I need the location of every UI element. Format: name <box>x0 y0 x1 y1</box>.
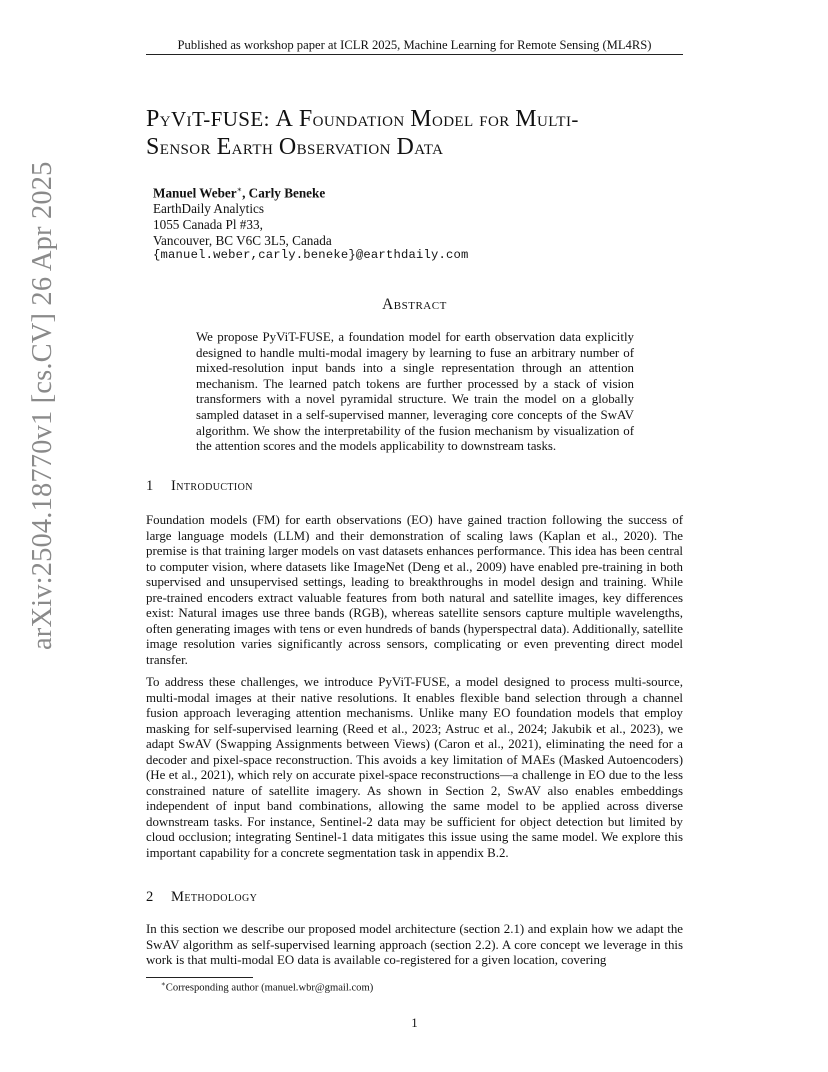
title-line-1: PyViT-FUSE: A Foundation Model for Multi- <box>146 106 579 132</box>
section-heading-introduction <box>146 478 683 495</box>
header-rule <box>146 54 683 55</box>
abstract-heading: Abstract <box>382 296 447 313</box>
author-email: {manuel.weber,carly.beneke}@earthdaily.com <box>153 248 469 263</box>
methodology-paragraph-1: In this section we describe our proposed model architecture (section 2.1) and explain how we adapt the SwAV algorithm as self-supervised learning approach (section 2.2). A core concept we leverage in this work is that multi-modal EO data is available co-registered for a given location, covering <box>146 922 683 967</box>
introduction-paragraph-1: Foundation models (FM) for earth observations (EO) have gained traction following the success of large language models (LLM) and their demonstration of scaling laws (Kaplan et al., 2020). The premise is that training larger models on vast datasets enhances performance. This idea has been central to computer vision, where datasets like ImageNet (Deng et al., 2009) have enabled pre-training in both supervised and unsupervised settings, leading to breakthroughs in model design and training. While pre-trained encoders extract valuable features from both natural and satellite images, key differences exist: Natural images use three bands (RGB), whereas satellite sensors capture multiple wavelengths, often generating images with tens or even hundreds of bands (hyperspectral data). Additionally, satellite image resolution varies significantly across sensors, complicating or even preventing direct model transfer. <box>146 513 683 667</box>
author-names <box>153 182 573 201</box>
footnote-mark: ∗ <box>161 980 166 988</box>
section-title: Methodology <box>171 889 258 905</box>
paper-title <box>146 105 706 161</box>
author-address-line-2: Vancouver, BC V6C 3L5, Canada <box>153 232 332 248</box>
title-line-2: Sensor Earth Observation Data <box>146 134 444 160</box>
author-second: , Carly Beneke <box>242 185 326 201</box>
section-number: 2 <box>146 889 154 905</box>
page-number: 1 <box>411 1016 418 1030</box>
author-footnote-mark: ∗ <box>236 185 243 194</box>
section-title: Introduction <box>171 478 253 494</box>
author-affiliation: EarthDaily Analytics <box>153 201 264 217</box>
introduction-paragraph-2: To address these challenges, we introduce PyViT-FUSE, a model designed to process multi-source, multi-modal images at their native resolutions. It enables flexible band selection through a channel fusion approach leveraging attention mechanisms. Unlike many EO foundation models that employ masking for self-supervised learning (Reed et al., 2023; Astruc et al., 2024; Jakubik et al., 2023), we adapt SwAV (Swapping Assignments between Views) (Caron et al., 2021), eliminating the need for a decoder and pixel-space reconstruction. This avoids a key limitation of MAEs (Masked Autoencoders) (He et al., 2021), which rely on accurate pixel-space reconstructions—a challenge in EO due to the less constrained nature of satellite imagery. As shown in Section 2, SwAV also enables embeddings independent of input band combinations, allowing the same model to be applied across diverse downstream tasks. For instance, Sentinel-2 data may be sufficient for object detection but limited by cloud occlusion; integrating Sentinel-1 data mitigates this issue using the same model. We explore this important capability for a concrete segmentation task in appendix B.2. <box>146 675 683 860</box>
arxiv-identifier-stamp: arXiv:2504.18770v1 [cs.CV] 26 Apr 2025 <box>27 161 58 650</box>
abstract-body: We propose PyViT-FUSE, a foundation model for earth observation data explicitly designed to handle multi-modal imagery by learning to fuse an arbitrary number of mixed-resolution input bands into a single representation through an attention mechanism. The learned patch tokens are further processed by a stack of vision transformers with a novel pyramidal structure. We train the model on a globally sampled dataset in a self-supervised manner, leveraging core concepts of the SwAV algorithm. We show the interpretability of the fusion mechanism by visualization of the attention scores and the models applicability to downstream tasks. <box>196 330 634 454</box>
footnote-text: Corresponding author (manuel.wbr@gmail.com) <box>165 982 374 994</box>
footnote <box>161 977 661 996</box>
running-header: Published as workshop paper at ICLR 2025, Machine Learning for Remote Sensing (ML4RS) <box>177 38 652 52</box>
section-heading-methodology <box>146 889 683 906</box>
author-block <box>153 182 573 264</box>
section-number: 1 <box>146 478 154 494</box>
author-address-line-1: 1055 Canada Pl #33, <box>153 216 263 232</box>
author-first: Manuel Weber <box>153 185 237 201</box>
